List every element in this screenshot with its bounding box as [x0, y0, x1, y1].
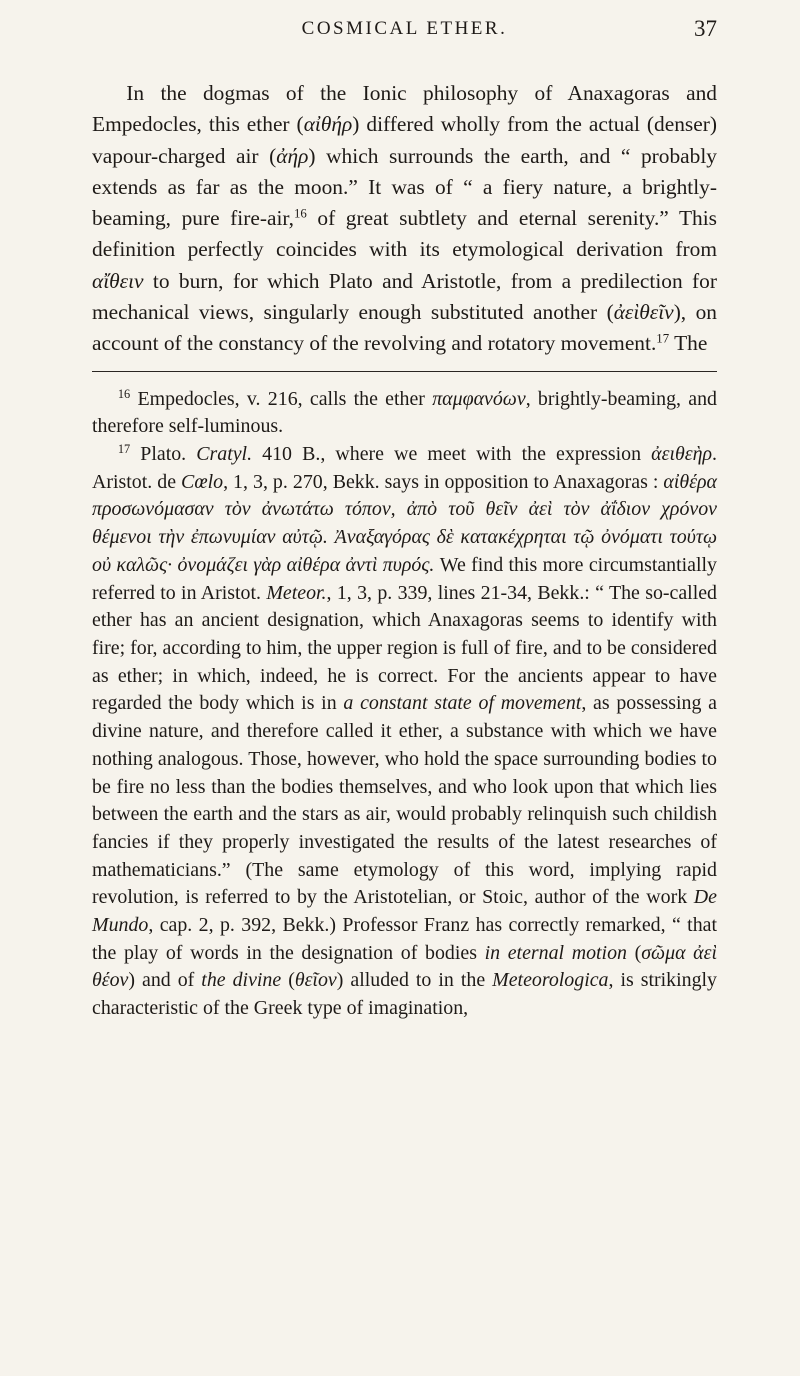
greek-term: παμφανόων [432, 387, 526, 410]
greek-quotation: αἰθέρα προσωνόμασαν τὸν ἀνωτάτω τόπον, ἀπὸ τοῦ θεῖν ἀεὶ τὸν ἀΐδιον χρόνον θέμενοι τὴν ἐπωνυμίαν αὐτῷ. Ἀναξαγόρας δὲ κατακέχρηται τῷ ὀνόματι τούτῳ οὐ καλῶς· ὀνομάζει γὰρ αἰθέρα ἀντὶ πυρός. [92, 470, 717, 576]
text-run: , cap. 2, p. 392, Bekk.) Professor Franz has correctly remarked, “ that the play of words in the designation of bodies [92, 914, 717, 964]
text-run: ) alluded to in the [336, 969, 493, 992]
text-run: ) and of [128, 969, 202, 992]
greek-term: ἀεὶθεῖν [613, 300, 674, 325]
text-run: 410 B., where we meet with the expression [252, 443, 652, 466]
running-head [92, 0, 717, 60]
text-run: Empedocles, v. 216, calls the ether [130, 387, 433, 410]
footnote-number: 16 [117, 386, 131, 401]
footnote-ref[interactable]: 17 [656, 331, 670, 346]
text-run: ( [626, 941, 642, 964]
text-run: Plato. [130, 443, 197, 466]
text-run: of great subtlety and eternal serenity.” This definition perfectly coincides with its etymological derivation from [92, 206, 717, 262]
footnote-17 [92, 441, 717, 1023]
text-run: In the dogmas of the Ionic philosophy of Anaxagoras and Empedocles, this ether ( [92, 81, 717, 137]
italic-title: Meteor. [266, 581, 327, 604]
greek-term: σῶμα ἀεὶ θέον [92, 941, 717, 992]
text-run: , 1, 3, p. 270, Bekk. says in opposition to Anaxagoras : [223, 470, 664, 493]
text-run: The [669, 331, 708, 356]
footnote-ref[interactable]: 16 [294, 206, 307, 221]
text-run: ) which surrounds the earth, and “ probably extends as far as the moon.” It was of “ a fiery nature, a brightly-beaming, pure fire-air, [92, 143, 717, 231]
text-run: , 1, 3, p. 339, lines 21-34, Bekk.: “ The so-called ether has an ancient designation, which Anaxagoras seems to identify with fire; for, according to him, the upper region is full of fire, and to be considered as ether; in which, indeed, he is correct. For the ancients appear to have regarded the body which is in [92, 581, 717, 715]
text-run: We find this more circumstantially referred to in Aristot. [92, 553, 717, 604]
text-run: . Aristot. de [92, 443, 717, 493]
text-run: ), on account of the constancy of the revolving and rotatory movement. [92, 300, 717, 356]
paragraph [92, 78, 717, 360]
italic-phrase: in eternal motion [484, 941, 627, 964]
italic-phrase: a constant state of movement [343, 692, 582, 715]
italic-phrase: the divine [201, 969, 282, 992]
text-run: , is strikingly characteristic of the Greek type of imagination, [92, 969, 717, 1020]
main-text [92, 78, 717, 360]
greek-term: αἰθήρ [303, 112, 353, 137]
text-run: ( [281, 969, 295, 992]
text-run: , as possessing a divine nature, and therefore called it ether, a substance with which we have nothing analogous. Those, however, who hold the space surrounding bodies to be fire no less than the bodies themselves, and who look upon that which lies between the earth and the stars as air, would probably relinquish such childish fancies if they properly investigated the results of the latest researches of mathematicians.” (The same etymology of this word, implying rapid revolution, is referred to by the Aristotelian, or Stoic, author of the work [92, 692, 717, 909]
greek-term: αἴθειν [92, 268, 144, 293]
footnote-16 [92, 386, 717, 441]
text-run: , brightly-beaming, and therefore self-luminous. [92, 387, 717, 438]
greek-term: ἀειθεὴρ [651, 443, 712, 466]
greek-term: θεῖον [294, 969, 337, 992]
greek-term: ἀήρ [276, 143, 309, 168]
running-title: COSMICAL ETHER. [301, 18, 508, 39]
italic-title: Cratyl. [196, 443, 253, 466]
italic-title: Meteorologica [492, 969, 609, 992]
text-run: to burn, for which Plato and Aristotle, from a predilection for mechanical views, singularly enough substituted another ( [92, 268, 717, 325]
text-run: ) differed wholly from the actual (denser) vapour-charged air ( [92, 112, 717, 168]
italic-title: De Mundo [92, 886, 717, 937]
footnote-number: 17 [117, 442, 131, 457]
footnotes [92, 386, 717, 1023]
page-number: 37 [694, 16, 717, 41]
italic-title: Cœlo [181, 470, 224, 493]
footnote-divider [92, 371, 717, 372]
